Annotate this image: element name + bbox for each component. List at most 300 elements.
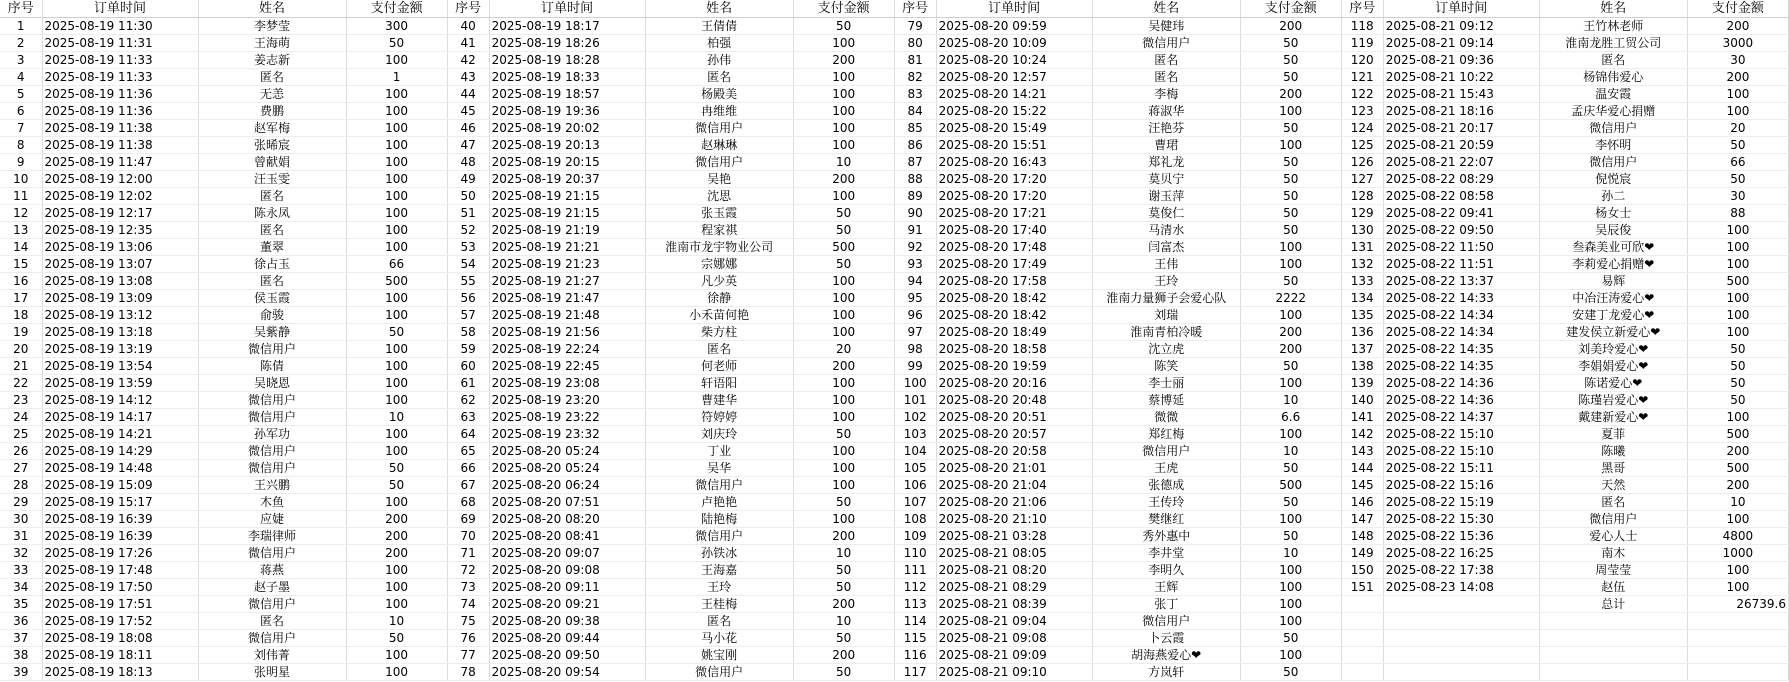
amount-cell[interactable]: 100 <box>346 647 447 664</box>
empty-cell[interactable] <box>1539 630 1687 647</box>
amount-cell[interactable]: 100 <box>1240 307 1341 324</box>
order-time-cell[interactable]: 2025-08-19 18:17 <box>489 18 645 35</box>
name-cell[interactable]: 匿名 <box>645 613 793 630</box>
amount-cell[interactable]: 100 <box>1240 256 1341 273</box>
name-cell[interactable]: 曹建华 <box>645 392 793 409</box>
amount-cell[interactable]: 50 <box>1240 188 1341 205</box>
name-cell[interactable]: 陈永凤 <box>198 205 346 222</box>
amount-cell[interactable]: 100 <box>1240 375 1341 392</box>
amount-cell[interactable]: 200 <box>793 528 894 545</box>
order-time-cell[interactable]: 2025-08-20 10:24 <box>936 52 1092 69</box>
empty-cell[interactable] <box>1383 613 1539 630</box>
seq-cell[interactable]: 109 <box>894 528 936 545</box>
amount-cell[interactable]: 50 <box>1687 171 1788 188</box>
seq-cell[interactable]: 80 <box>894 35 936 52</box>
name-cell[interactable]: 赵子墨 <box>198 579 346 596</box>
order-time-cell[interactable]: 2025-08-19 22:45 <box>489 358 645 375</box>
order-time-cell[interactable]: 2025-08-19 21:15 <box>489 188 645 205</box>
order-time-cell[interactable]: 2025-08-20 09:38 <box>489 613 645 630</box>
name-cell[interactable]: 陈笑 <box>1092 358 1240 375</box>
empty-cell[interactable] <box>1341 596 1383 613</box>
order-time-cell[interactable]: 2025-08-20 15:22 <box>936 103 1092 120</box>
seq-cell[interactable]: 71 <box>447 545 489 562</box>
amount-cell[interactable]: 200 <box>793 52 894 69</box>
amount-cell[interactable]: 500 <box>1687 273 1788 290</box>
amount-cell[interactable]: 100 <box>1240 137 1341 154</box>
name-cell[interactable]: 中冶汪涛爱心❤ <box>1539 290 1687 307</box>
seq-cell[interactable]: 151 <box>1341 579 1383 596</box>
seq-cell[interactable]: 150 <box>1341 562 1383 579</box>
order-time-cell[interactable]: 2025-08-20 21:06 <box>936 494 1092 511</box>
amount-cell[interactable]: 100 <box>1687 511 1788 528</box>
order-time-cell[interactable]: 2025-08-19 20:15 <box>489 154 645 171</box>
order-time-cell[interactable]: 2025-08-20 05:24 <box>489 460 645 477</box>
order-time-cell[interactable]: 2025-08-21 09:04 <box>936 613 1092 630</box>
amount-cell[interactable]: 50 <box>793 664 894 681</box>
order-time-cell[interactable]: 2025-08-22 11:50 <box>1383 239 1539 256</box>
order-time-cell[interactable]: 2025-08-19 20:37 <box>489 171 645 188</box>
order-time-cell[interactable]: 2025-08-22 15:10 <box>1383 426 1539 443</box>
seq-cell[interactable]: 86 <box>894 137 936 154</box>
seq-cell[interactable]: 123 <box>1341 103 1383 120</box>
seq-cell[interactable]: 149 <box>1341 545 1383 562</box>
seq-cell[interactable]: 55 <box>447 273 489 290</box>
order-time-cell[interactable]: 2025-08-22 14:35 <box>1383 358 1539 375</box>
name-cell[interactable]: 汪艳芬 <box>1092 120 1240 137</box>
amount-cell[interactable]: 50 <box>793 579 894 596</box>
order-time-cell[interactable]: 2025-08-19 18:33 <box>489 69 645 86</box>
seq-cell[interactable]: 97 <box>894 324 936 341</box>
amount-cell[interactable]: 100 <box>346 426 447 443</box>
seq-cell[interactable]: 12 <box>0 205 42 222</box>
seq-cell[interactable]: 116 <box>894 647 936 664</box>
seq-cell[interactable]: 9 <box>0 154 42 171</box>
order-time-cell[interactable]: 2025-08-19 12:35 <box>42 222 198 239</box>
amount-cell[interactable]: 100 <box>793 69 894 86</box>
seq-cell[interactable]: 119 <box>1341 35 1383 52</box>
seq-cell[interactable]: 78 <box>447 664 489 681</box>
name-cell[interactable]: 李士丽 <box>1092 375 1240 392</box>
seq-cell[interactable]: 47 <box>447 137 489 154</box>
amount-cell[interactable]: 3000 <box>1687 35 1788 52</box>
amount-cell[interactable]: 200 <box>346 545 447 562</box>
order-time-cell[interactable]: 2025-08-20 17:21 <box>936 205 1092 222</box>
name-cell[interactable]: 淮南市龙宇物业公司 <box>645 239 793 256</box>
amount-cell[interactable]: 20 <box>1687 120 1788 137</box>
seq-cell[interactable]: 74 <box>447 596 489 613</box>
name-cell[interactable]: 徐静 <box>645 290 793 307</box>
amount-cell[interactable]: 50 <box>793 256 894 273</box>
amount-cell[interactable]: 100 <box>1687 86 1788 103</box>
seq-cell[interactable]: 63 <box>447 409 489 426</box>
order-time-cell[interactable]: 2025-08-20 18:42 <box>936 307 1092 324</box>
amount-cell[interactable]: 50 <box>1240 154 1341 171</box>
order-time-cell[interactable]: 2025-08-19 21:23 <box>489 256 645 273</box>
order-time-cell[interactable]: 2025-08-22 14:36 <box>1383 392 1539 409</box>
name-cell[interactable]: 张玉霞 <box>645 205 793 222</box>
amount-cell[interactable]: 100 <box>793 137 894 154</box>
amount-cell[interactable]: 100 <box>1240 426 1341 443</box>
empty-cell[interactable] <box>1341 630 1383 647</box>
seq-cell[interactable]: 141 <box>1341 409 1383 426</box>
name-cell[interactable]: 夏菲 <box>1539 426 1687 443</box>
name-cell[interactable]: 孟庆华爱心捐赠 <box>1539 103 1687 120</box>
seq-cell[interactable]: 137 <box>1341 341 1383 358</box>
seq-cell[interactable]: 21 <box>0 358 42 375</box>
name-cell[interactable]: 蔡博延 <box>1092 392 1240 409</box>
seq-cell[interactable]: 40 <box>447 18 489 35</box>
header-seq[interactable]: 序号 <box>894 0 936 18</box>
order-time-cell[interactable]: 2025-08-19 11:33 <box>42 52 198 69</box>
order-time-cell[interactable]: 2025-08-21 08:29 <box>936 579 1092 596</box>
amount-cell[interactable]: 200 <box>346 528 447 545</box>
name-cell[interactable]: 卜云霞 <box>1092 630 1240 647</box>
order-time-cell[interactable]: 2025-08-22 14:34 <box>1383 324 1539 341</box>
order-time-cell[interactable]: 2025-08-21 09:08 <box>936 630 1092 647</box>
amount-cell[interactable]: 200 <box>793 647 894 664</box>
order-time-cell[interactable]: 2025-08-19 13:54 <box>42 358 198 375</box>
header-amount[interactable]: 支付金额 <box>1687 0 1788 18</box>
amount-cell[interactable]: 100 <box>793 188 894 205</box>
amount-cell[interactable]: 100 <box>1240 103 1341 120</box>
order-time-cell[interactable]: 2025-08-20 09:59 <box>936 18 1092 35</box>
order-time-cell[interactable]: 2025-08-21 15:43 <box>1383 86 1539 103</box>
name-cell[interactable]: 曹珺 <box>1092 137 1240 154</box>
name-cell[interactable]: 王传玲 <box>1092 494 1240 511</box>
amount-cell[interactable]: 50 <box>1687 137 1788 154</box>
name-cell[interactable]: 微信用户 <box>198 341 346 358</box>
order-time-cell[interactable]: 2025-08-22 17:38 <box>1383 562 1539 579</box>
name-cell[interactable]: 莫贝宁 <box>1092 171 1240 188</box>
seq-cell[interactable]: 50 <box>447 188 489 205</box>
seq-cell[interactable]: 108 <box>894 511 936 528</box>
amount-cell[interactable]: 100 <box>1240 562 1341 579</box>
name-cell[interactable]: 轩语阳 <box>645 375 793 392</box>
order-time-cell[interactable]: 2025-08-19 16:39 <box>42 511 198 528</box>
name-cell[interactable]: 微信用户 <box>1539 154 1687 171</box>
amount-cell[interactable]: 200 <box>346 511 447 528</box>
name-cell[interactable]: 周莹莹 <box>1539 562 1687 579</box>
name-cell[interactable]: 吴华 <box>645 460 793 477</box>
name-cell[interactable]: 吴紫静 <box>198 324 346 341</box>
seq-cell[interactable]: 24 <box>0 409 42 426</box>
amount-cell[interactable]: 50 <box>793 630 894 647</box>
name-cell[interactable]: 姜志新 <box>198 52 346 69</box>
seq-cell[interactable]: 11 <box>0 188 42 205</box>
seq-cell[interactable]: 27 <box>0 460 42 477</box>
name-cell[interactable]: 木鱼 <box>198 494 346 511</box>
amount-cell[interactable]: 100 <box>793 120 894 137</box>
seq-cell[interactable]: 132 <box>1341 256 1383 273</box>
amount-cell[interactable]: 100 <box>793 511 894 528</box>
amount-cell[interactable]: 100 <box>1687 290 1788 307</box>
amount-cell[interactable]: 100 <box>346 86 447 103</box>
amount-cell[interactable]: 100 <box>346 52 447 69</box>
amount-cell[interactable]: 100 <box>793 103 894 120</box>
seq-cell[interactable]: 112 <box>894 579 936 596</box>
order-time-cell[interactable]: 2025-08-22 14:34 <box>1383 307 1539 324</box>
amount-cell[interactable]: 4800 <box>1687 528 1788 545</box>
name-cell[interactable]: 符婷婷 <box>645 409 793 426</box>
seq-cell[interactable]: 72 <box>447 562 489 579</box>
amount-cell[interactable]: 66 <box>1687 154 1788 171</box>
name-cell[interactable]: 蒋燕 <box>198 562 346 579</box>
order-time-cell[interactable]: 2025-08-19 11:36 <box>42 86 198 103</box>
name-cell[interactable]: 淮南力量狮子会爱心队 <box>1092 290 1240 307</box>
name-cell[interactable]: 刘伟菁 <box>198 647 346 664</box>
seq-cell[interactable]: 136 <box>1341 324 1383 341</box>
amount-cell[interactable]: 500 <box>793 239 894 256</box>
amount-cell[interactable]: 100 <box>346 579 447 596</box>
seq-cell[interactable]: 46 <box>447 120 489 137</box>
amount-cell[interactable]: 100 <box>346 596 447 613</box>
order-time-cell[interactable]: 2025-08-20 06:24 <box>489 477 645 494</box>
empty-cell[interactable] <box>1687 613 1788 630</box>
amount-cell[interactable]: 100 <box>793 409 894 426</box>
amount-cell[interactable]: 100 <box>1687 324 1788 341</box>
empty-cell[interactable] <box>1687 630 1788 647</box>
name-cell[interactable]: 王玲 <box>645 579 793 596</box>
name-cell[interactable]: 倪悦宸 <box>1539 171 1687 188</box>
name-cell[interactable]: 微信用户 <box>198 460 346 477</box>
seq-cell[interactable]: 45 <box>447 103 489 120</box>
amount-cell[interactable]: 100 <box>793 307 894 324</box>
seq-cell[interactable]: 124 <box>1341 120 1383 137</box>
seq-cell[interactable]: 68 <box>447 494 489 511</box>
seq-cell[interactable]: 75 <box>447 613 489 630</box>
seq-cell[interactable]: 26 <box>0 443 42 460</box>
name-cell[interactable]: 方岚轩 <box>1092 664 1240 681</box>
seq-cell[interactable]: 35 <box>0 596 42 613</box>
seq-cell[interactable]: 147 <box>1341 511 1383 528</box>
order-time-cell[interactable]: 2025-08-22 15:19 <box>1383 494 1539 511</box>
amount-cell[interactable]: 50 <box>1240 358 1341 375</box>
seq-cell[interactable]: 66 <box>447 460 489 477</box>
seq-cell[interactable]: 29 <box>0 494 42 511</box>
name-cell[interactable]: 淮南龙胜工贸公司 <box>1539 35 1687 52</box>
order-time-cell[interactable]: 2025-08-22 15:16 <box>1383 477 1539 494</box>
amount-cell[interactable]: 200 <box>1240 324 1341 341</box>
header-name[interactable]: 姓名 <box>1092 0 1240 18</box>
order-time-cell[interactable]: 2025-08-20 17:20 <box>936 188 1092 205</box>
amount-cell[interactable]: 100 <box>346 171 447 188</box>
order-time-cell[interactable]: 2025-08-20 05:24 <box>489 443 645 460</box>
amount-cell[interactable]: 50 <box>1240 273 1341 290</box>
amount-cell[interactable]: 200 <box>793 596 894 613</box>
name-cell[interactable]: 微信用户 <box>645 477 793 494</box>
name-cell[interactable]: 孙二 <box>1539 188 1687 205</box>
amount-cell[interactable]: 200 <box>1240 86 1341 103</box>
name-cell[interactable]: 费鹏 <box>198 103 346 120</box>
seq-cell[interactable]: 84 <box>894 103 936 120</box>
empty-cell[interactable] <box>1539 613 1687 630</box>
amount-cell[interactable]: 100 <box>1687 307 1788 324</box>
seq-cell[interactable]: 23 <box>0 392 42 409</box>
order-time-cell[interactable]: 2025-08-20 15:51 <box>936 137 1092 154</box>
amount-cell[interactable]: 100 <box>793 86 894 103</box>
amount-cell[interactable]: 30 <box>1687 188 1788 205</box>
seq-cell[interactable]: 134 <box>1341 290 1383 307</box>
name-cell[interactable]: 柏强 <box>645 35 793 52</box>
name-cell[interactable]: 郑礼龙 <box>1092 154 1240 171</box>
seq-cell[interactable]: 42 <box>447 52 489 69</box>
amount-cell[interactable]: 88 <box>1687 205 1788 222</box>
seq-cell[interactable]: 31 <box>0 528 42 545</box>
amount-cell[interactable]: 200 <box>793 358 894 375</box>
name-cell[interactable]: 吴艳 <box>645 171 793 188</box>
name-cell[interactable]: 王桂梅 <box>645 596 793 613</box>
seq-cell[interactable]: 102 <box>894 409 936 426</box>
order-time-cell[interactable]: 2025-08-19 14:21 <box>42 426 198 443</box>
order-time-cell[interactable]: 2025-08-20 20:51 <box>936 409 1092 426</box>
seq-cell[interactable]: 6 <box>0 103 42 120</box>
name-cell[interactable]: 应婕 <box>198 511 346 528</box>
seq-cell[interactable]: 120 <box>1341 52 1383 69</box>
seq-cell[interactable]: 30 <box>0 511 42 528</box>
seq-cell[interactable]: 49 <box>447 171 489 188</box>
empty-cell[interactable] <box>1341 613 1383 630</box>
seq-cell[interactable]: 54 <box>447 256 489 273</box>
amount-cell[interactable]: 10 <box>1240 443 1341 460</box>
amount-cell[interactable]: 10 <box>346 613 447 630</box>
amount-cell[interactable]: 100 <box>346 154 447 171</box>
name-cell[interactable]: 陈诺爱心❤ <box>1539 375 1687 392</box>
order-time-cell[interactable]: 2025-08-20 21:10 <box>936 511 1092 528</box>
header-name[interactable]: 姓名 <box>198 0 346 18</box>
order-time-cell[interactable]: 2025-08-22 14:37 <box>1383 409 1539 426</box>
order-time-cell[interactable]: 2025-08-22 14:36 <box>1383 375 1539 392</box>
amount-cell[interactable]: 50 <box>1240 494 1341 511</box>
header-seq[interactable]: 序号 <box>0 0 42 18</box>
amount-cell[interactable]: 50 <box>1240 630 1341 647</box>
seq-cell[interactable]: 39 <box>0 664 42 681</box>
seq-cell[interactable]: 131 <box>1341 239 1383 256</box>
name-cell[interactable]: 微信用户 <box>198 392 346 409</box>
name-cell[interactable]: 陈倩 <box>198 358 346 375</box>
amount-cell[interactable]: 100 <box>1240 511 1341 528</box>
order-time-cell[interactable]: 2025-08-21 09:36 <box>1383 52 1539 69</box>
amount-cell[interactable]: 50 <box>1687 358 1788 375</box>
seq-cell[interactable]: 17 <box>0 290 42 307</box>
name-cell[interactable]: 匿名 <box>198 613 346 630</box>
amount-cell[interactable]: 50 <box>1240 69 1341 86</box>
name-cell[interactable]: 微微 <box>1092 409 1240 426</box>
name-cell[interactable]: 孙铁冰 <box>645 545 793 562</box>
amount-cell[interactable]: 20 <box>793 341 894 358</box>
seq-cell[interactable]: 110 <box>894 545 936 562</box>
header-order-time[interactable]: 订单时间 <box>489 0 645 18</box>
name-cell[interactable]: 微信用户 <box>645 120 793 137</box>
amount-cell[interactable]: 200 <box>1687 18 1788 35</box>
amount-cell[interactable]: 10 <box>793 154 894 171</box>
seq-cell[interactable]: 48 <box>447 154 489 171</box>
seq-cell[interactable]: 5 <box>0 86 42 103</box>
order-time-cell[interactable]: 2025-08-22 15:11 <box>1383 460 1539 477</box>
order-time-cell[interactable]: 2025-08-19 11:30 <box>42 18 198 35</box>
name-cell[interactable]: 王伟 <box>1092 256 1240 273</box>
order-time-cell[interactable]: 2025-08-19 19:36 <box>489 103 645 120</box>
order-time-cell[interactable]: 2025-08-20 09:07 <box>489 545 645 562</box>
amount-cell[interactable]: 50 <box>793 562 894 579</box>
seq-cell[interactable]: 10 <box>0 171 42 188</box>
name-cell[interactable]: 王辉 <box>1092 579 1240 596</box>
order-time-cell[interactable]: 2025-08-19 14:29 <box>42 443 198 460</box>
seq-cell[interactable]: 142 <box>1341 426 1383 443</box>
header-order-time[interactable]: 订单时间 <box>936 0 1092 18</box>
order-time-cell[interactable]: 2025-08-20 21:01 <box>936 460 1092 477</box>
seq-cell[interactable]: 88 <box>894 171 936 188</box>
name-cell[interactable]: 匿名 <box>198 69 346 86</box>
name-cell[interactable]: 戴建新爱心❤ <box>1539 409 1687 426</box>
empty-cell[interactable] <box>1539 647 1687 664</box>
amount-cell[interactable]: 100 <box>346 222 447 239</box>
seq-cell[interactable]: 111 <box>894 562 936 579</box>
name-cell[interactable]: 匿名 <box>1092 69 1240 86</box>
order-time-cell[interactable]: 2025-08-21 18:16 <box>1383 103 1539 120</box>
name-cell[interactable]: 天然 <box>1539 477 1687 494</box>
amount-cell[interactable]: 50 <box>1240 52 1341 69</box>
order-time-cell[interactable]: 2025-08-19 18:26 <box>489 35 645 52</box>
order-time-cell[interactable]: 2025-08-19 13:59 <box>42 375 198 392</box>
amount-cell[interactable]: 100 <box>346 188 447 205</box>
amount-cell[interactable]: 6.6 <box>1240 409 1341 426</box>
name-cell[interactable]: 张丁 <box>1092 596 1240 613</box>
name-cell[interactable]: 曾献娟 <box>198 154 346 171</box>
order-time-cell[interactable]: 2025-08-21 08:20 <box>936 562 1092 579</box>
order-time-cell[interactable]: 2025-08-19 14:48 <box>42 460 198 477</box>
amount-cell[interactable]: 50 <box>1687 341 1788 358</box>
seq-cell[interactable]: 61 <box>447 375 489 392</box>
order-time-cell[interactable]: 2025-08-20 21:04 <box>936 477 1092 494</box>
amount-cell[interactable]: 100 <box>1240 239 1341 256</box>
order-time-cell[interactable]: 2025-08-22 08:58 <box>1383 188 1539 205</box>
amount-cell[interactable]: 50 <box>346 324 447 341</box>
amount-cell[interactable]: 100 <box>346 103 447 120</box>
header-seq[interactable]: 序号 <box>447 0 489 18</box>
seq-cell[interactable]: 139 <box>1341 375 1383 392</box>
order-time-cell[interactable]: 2025-08-22 09:50 <box>1383 222 1539 239</box>
name-cell[interactable]: 微信用户 <box>1092 35 1240 52</box>
amount-cell[interactable]: 100 <box>793 35 894 52</box>
seq-cell[interactable]: 70 <box>447 528 489 545</box>
seq-cell[interactable]: 18 <box>0 307 42 324</box>
order-time-cell[interactable]: 2025-08-19 14:12 <box>42 392 198 409</box>
seq-cell[interactable]: 146 <box>1341 494 1383 511</box>
name-cell[interactable]: 徐占玉 <box>198 256 346 273</box>
order-time-cell[interactable]: 2025-08-19 21:27 <box>489 273 645 290</box>
order-time-cell[interactable]: 2025-08-19 11:31 <box>42 35 198 52</box>
seq-cell[interactable]: 41 <box>447 35 489 52</box>
order-time-cell[interactable]: 2025-08-20 18:49 <box>936 324 1092 341</box>
name-cell[interactable]: 李井堂 <box>1092 545 1240 562</box>
order-time-cell[interactable]: 2025-08-22 08:29 <box>1383 171 1539 188</box>
order-time-cell[interactable]: 2025-08-19 16:39 <box>42 528 198 545</box>
order-time-cell[interactable]: 2025-08-21 03:28 <box>936 528 1092 545</box>
seq-cell[interactable]: 140 <box>1341 392 1383 409</box>
amount-cell[interactable]: 1 <box>346 69 447 86</box>
name-cell[interactable]: 易辉 <box>1539 273 1687 290</box>
header-seq[interactable]: 序号 <box>1341 0 1383 18</box>
order-time-cell[interactable]: 2025-08-20 18:42 <box>936 290 1092 307</box>
name-cell[interactable]: 王竹林老师 <box>1539 18 1687 35</box>
seq-cell[interactable]: 90 <box>894 205 936 222</box>
order-time-cell[interactable]: 2025-08-20 17:49 <box>936 256 1092 273</box>
order-time-cell[interactable]: 2025-08-22 15:36 <box>1383 528 1539 545</box>
name-cell[interactable]: 张德成 <box>1092 477 1240 494</box>
order-time-cell[interactable]: 2025-08-21 09:10 <box>936 664 1092 681</box>
amount-cell[interactable]: 100 <box>1687 103 1788 120</box>
seq-cell[interactable]: 91 <box>894 222 936 239</box>
